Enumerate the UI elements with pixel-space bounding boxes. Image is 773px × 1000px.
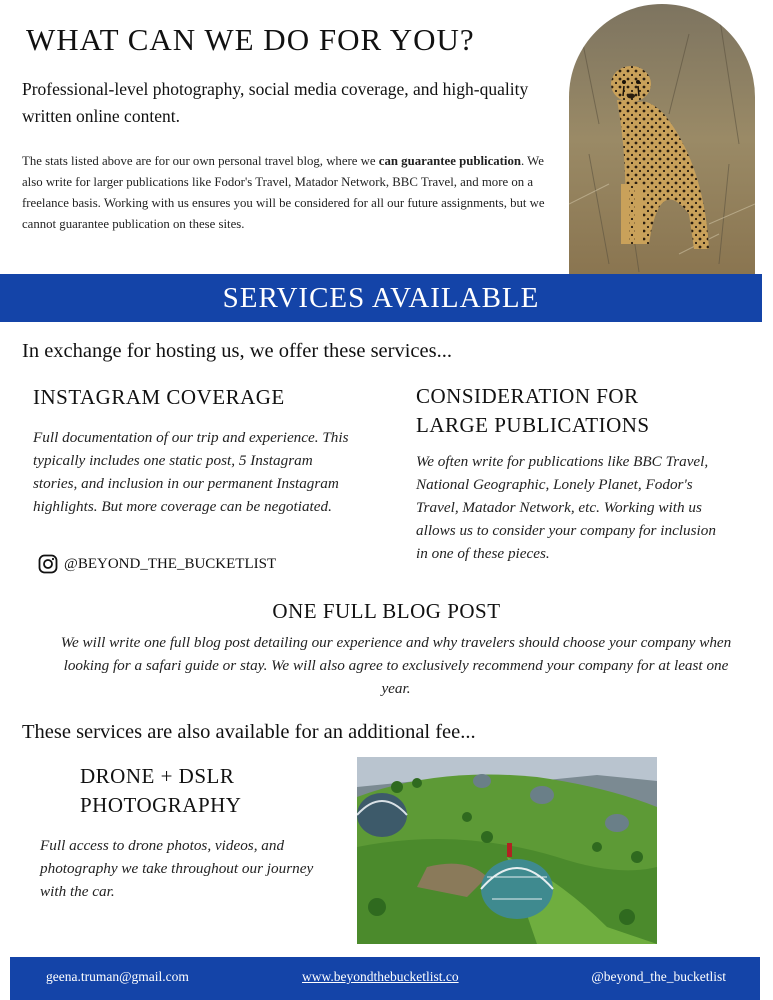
- instagram-handle-text: @BEYOND_THE_BUCKETLIST: [64, 555, 277, 572]
- stats-text-bold: can guarantee publication: [378, 154, 521, 168]
- instagram-coverage-body: Full documentation of our trip and experience. This typically includes one static post, 5 Instagram stories, and inclusion in our permanent Instagram highlights. But more coverage can be negotiated.: [33, 429, 349, 515]
- stats-disclaimer: [22, 151, 567, 235]
- glamping-domes-photo: [357, 757, 657, 944]
- footer-email-link[interactable]: geena.truman@gmail.com: [46, 969, 189, 984]
- cheetah-photo: [569, 4, 755, 274]
- stats-text-post: . We also write for larger publications like Fodor's Travel, Matador Network, BBC Travel, and more on a freelance basis. Working with us ensures you will be considered for all our future assignments, but we cannot guarantee publication on these sites.: [22, 154, 545, 231]
- drone-photography-body: Full access to drone photos, videos, and photography we take throughout our journey with the car.: [40, 837, 314, 900]
- page-title: WHAT CAN WE DO FOR YOU?: [26, 22, 475, 57]
- additional-fee-heading: These services are also available for an additional fee...: [22, 721, 476, 743]
- instagram-handle[interactable]: [38, 554, 276, 574]
- blog-post-title: ONE FULL BLOG POST: [272, 599, 501, 623]
- intro-text: Professional-level photography, social media coverage, and high-quality written online content.: [22, 79, 529, 126]
- exchange-heading: In exchange for hosting us, we offer these services...: [22, 340, 452, 362]
- stats-text-pre: The stats listed above are for our own personal travel blog, where we: [22, 154, 379, 168]
- glamping-domes-illustration: [357, 757, 657, 944]
- instagram-icon: [38, 554, 58, 574]
- publications-title: CONSIDERATION FOR LARGE PUBLICATIONS: [416, 384, 650, 437]
- publications-body: We often write for publications like BBC Travel, National Geographic, Lonely Planet, Fodor's Travel, Matador Network, etc. Working with us allows us to consider your company for inclusion in one of these pieces.: [416, 453, 716, 562]
- footer-social-handle[interactable]: @beyond_the_bucketlist: [591, 969, 726, 984]
- instagram-coverage-title: INSTAGRAM COVERAGE: [33, 385, 285, 409]
- footer: [10, 957, 760, 1000]
- cheetah-illustration: [569, 4, 755, 274]
- drone-photography-title: DRONE + DSLR PHOTOGRAPHY: [80, 764, 242, 817]
- blog-post-body: We will write one full blog post detailing our experience and why travelers should choose your company when looking for a safari guide or stay. We will also agree to exclusively recommend your company for at least one year.: [60, 634, 732, 697]
- services-banner: SERVICES AVAILABLE: [0, 274, 762, 322]
- footer-website-link[interactable]: www.beyondthebucketlist.co: [302, 969, 459, 984]
